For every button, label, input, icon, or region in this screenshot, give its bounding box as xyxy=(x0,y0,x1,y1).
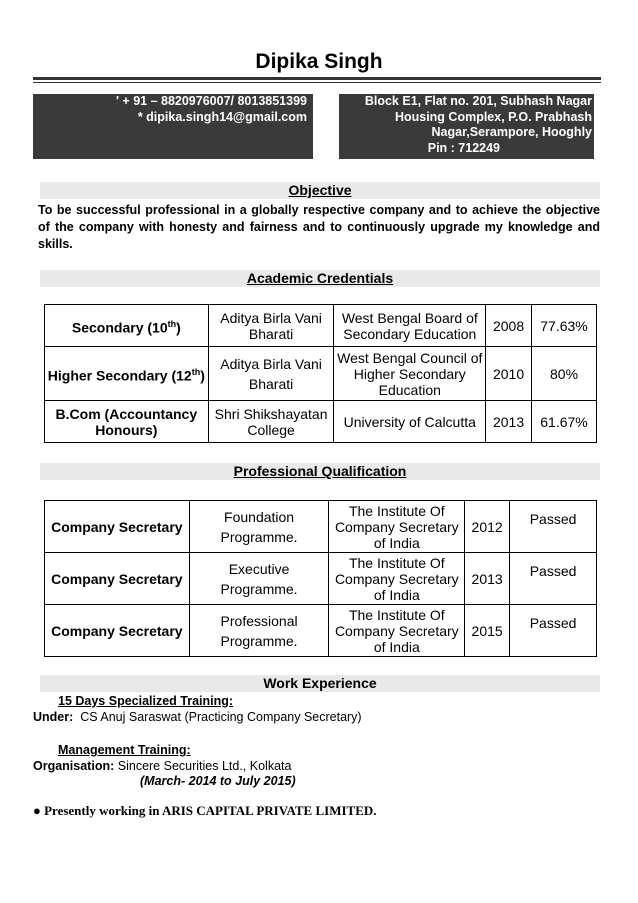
address-line-1: Block E1, Flat no. 201, Subhash Nagar xyxy=(364,94,592,108)
score-cell: 80% xyxy=(532,347,597,401)
work-heading: Work Experience xyxy=(263,675,377,691)
objective-text: To be successful professional in a globally respective company and to achieve the objective of the company with honesty and fairness and to continuously upgrade my knowledge and skills. xyxy=(38,203,600,251)
table-row xyxy=(45,553,597,605)
level-cell: Professional Programme. xyxy=(189,605,329,657)
email-address: * dipika.singh14@gmail.com xyxy=(137,109,307,124)
header-rule xyxy=(33,77,601,80)
training2-period: (March- 2014 to July 2015) xyxy=(140,774,296,788)
contact-box xyxy=(33,94,313,159)
qualification-cell: Higher Secondary (12th) xyxy=(45,347,209,401)
board-cell: University of Calcutta xyxy=(334,401,486,443)
academic-heading: Academic Credentials xyxy=(246,270,394,286)
table-row xyxy=(45,305,597,347)
professional-heading-bar xyxy=(40,463,600,480)
candidate-name: Dipika Singh xyxy=(255,50,383,73)
score-cell: 77.63% xyxy=(532,305,597,347)
year-cell: 2010 xyxy=(486,347,532,401)
address-pin: Pin : 712249 xyxy=(427,140,500,155)
training1-line xyxy=(33,710,362,724)
board-cell: West Bengal Board of Secondary Education xyxy=(334,305,486,347)
address-box xyxy=(339,94,594,159)
objective-heading: Objective xyxy=(288,182,352,198)
training2-title: Management Training: xyxy=(58,743,191,757)
course-cell: Company Secretary xyxy=(45,553,190,605)
level-cell: Foundation Programme. xyxy=(189,501,329,553)
qualification-cell: B.Com (Accountancy Honours) xyxy=(45,401,209,443)
training2-value: Sincere Securities Ltd., Kolkata xyxy=(117,759,292,773)
header-rule-thin xyxy=(33,82,601,83)
academic-heading-bar xyxy=(40,270,600,287)
work-heading-bar xyxy=(40,675,600,692)
qualification-cell: Secondary (10th) xyxy=(45,305,209,347)
training1-value: CS Anuj Saraswat (Practicing Company Secretary) xyxy=(80,710,362,724)
level-cell: Executive Programme. xyxy=(189,553,329,605)
institute-cell: The Institute Of Company Secretary of India xyxy=(329,553,465,605)
status-cell: Passed xyxy=(510,605,597,657)
year-cell: 2013 xyxy=(486,401,532,443)
table-row xyxy=(45,401,597,443)
score-cell: 61.67% xyxy=(532,401,597,443)
status-cell: Passed xyxy=(510,501,597,553)
training1-title: 15 Days Specialized Training: xyxy=(58,694,234,708)
school-cell: Aditya Birla Vani Bharati xyxy=(208,305,334,347)
address-line-3: Nagar,Serampore, Hooghly xyxy=(431,125,592,139)
table-row xyxy=(45,347,597,401)
school-cell: Shri Shikshayatan College xyxy=(208,401,334,443)
table-row xyxy=(45,605,597,657)
board-cell: West Bengal Council of Higher Secondary Education xyxy=(334,347,486,401)
year-cell: 2015 xyxy=(465,605,510,657)
training2-label: Organisation: xyxy=(33,759,115,773)
professional-table xyxy=(44,500,597,657)
status-cell: Passed xyxy=(510,553,597,605)
professional-heading: Professional Qualification xyxy=(233,463,407,479)
table-row xyxy=(45,501,597,553)
year-cell: 2013 xyxy=(465,553,510,605)
course-cell: Company Secretary xyxy=(45,501,190,553)
current-employment: ● Presently working in ARIS CAPITAL PRIVATE LIMITED. xyxy=(33,803,377,818)
phone-number: ' + 91 – 8820976007/ 8013851399 xyxy=(115,94,307,108)
institute-cell: The Institute Of Company Secretary of India xyxy=(329,501,465,553)
training1-label: Under: xyxy=(33,710,74,724)
training2-line xyxy=(33,759,291,773)
address-line-2: Housing Complex, P.O. Prabhash xyxy=(394,109,592,124)
year-cell: 2008 xyxy=(486,305,532,347)
course-cell: Company Secretary xyxy=(45,605,190,657)
academic-table xyxy=(44,304,597,443)
year-cell: 2012 xyxy=(465,501,510,553)
institute-cell: The Institute Of Company Secretary of India xyxy=(329,605,465,657)
school-cell: Aditya Birla Vani Bharati xyxy=(208,347,334,401)
objective-heading-bar xyxy=(40,182,600,199)
